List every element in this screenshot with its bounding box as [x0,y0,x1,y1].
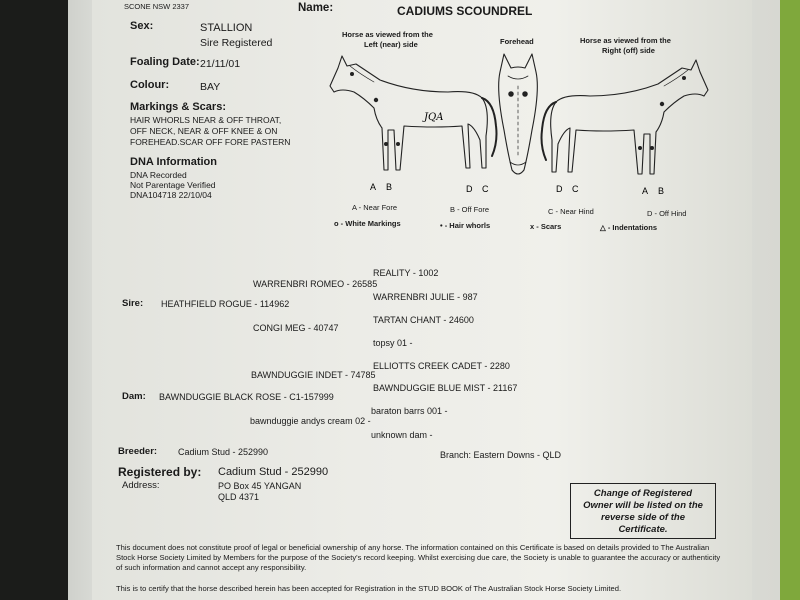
ownership-disclaimer: This document does not constitute proof of legal or beneficial ownership of any horse. The information contained on this Certificate is based on details provided to The Australian Stock Horse Society Limited by Members for the purpose of the Society's record keeping. Whilst exercising due care, the Society is unable to guarantee the accuracy or authenticity of such information and cannot accept any responsibility. [116,543,721,572]
key-off-fore: B - Off Fore [450,205,490,214]
name-label: Name: [298,2,334,14]
dna-line: DNA Recorded [130,170,187,180]
pedigree-sire-grandsire: REALITY - 1002 [373,268,439,278]
dna-label: DNA Information [130,156,217,168]
pedigree-sire-sire: WARRENBRI ROMEO - 26585 [253,279,378,289]
markings-line: FOREHEAD.SCAR OFF FORE PASTERN [130,137,291,147]
key-off-hind: D - Off Hind [647,209,687,218]
forehead-outline [499,54,538,174]
leg-label-d: D [556,184,563,194]
key-near-fore: A - Near Fore [352,203,398,212]
registered-by-value: Cadium Stud - 252990 [218,466,329,478]
registered-by-label: Registered by: [118,465,202,479]
pedigree-sire-dam-dam: topsy 01 - [373,338,413,348]
sire-label: Sire: [122,298,144,309]
markings-label: Markings & Scars: [130,101,226,113]
sex-value: STALLION [200,22,253,34]
address-label: Address: [122,480,160,491]
breeder-value: Cadium Stud - 252990 [178,447,269,457]
address-line: QLD 4371 [218,492,260,502]
markings-line: OFF NECK, NEAR & OFF KNEE & ON [130,126,278,136]
horse-markings-diagram [320,46,720,196]
near-side-tail [482,98,497,156]
dna-line: Not Parentage Verified [130,180,216,190]
breeder-label: Breeder: [118,446,158,457]
background-green-strip [778,0,800,600]
leg-label-b: B [658,186,665,196]
sex-label: Sex: [130,20,154,32]
change-of-owner-notice [570,483,716,539]
markings-line: HAIR WHORLS NEAR & OFF THROAT, [130,115,282,125]
pedigree-dam-sire: BAWNDUGGIE INDET - 74785 [251,370,376,380]
sire-name: HEATHFIELD ROGUE - 114962 [161,299,290,309]
left-view-caption: Horse as viewed from the [342,30,433,39]
owner-address-top: SCONE NSW 2337 [124,2,190,11]
leg-label-c: C [482,184,489,194]
left-view-caption: Left (near) side [364,40,418,49]
leg-label-c: C [572,184,579,194]
symbol-white-markings: o - White Markings [334,219,401,228]
pedigree-dam-granddam: BAWNDUGGIE BLUE MIST - 21167 [373,383,518,393]
registration-certificate [92,0,752,600]
address-line: PO Box 45 YANGAN [218,481,302,491]
horse-name: CADIUMS SCOUNDREL [397,4,533,18]
symbol-indentations: △ - Indentations [600,223,658,232]
dna-line: DNA104718 22/10/04 [130,190,212,200]
foaling-date-label: Foaling Date: [130,56,200,68]
notice-line: reverse side of the [601,512,685,523]
dam-name: BAWNDUGGIE BLACK ROSE - C1-157999 [159,392,334,402]
symbol-scars: x - Scars [530,222,562,231]
certification-statement: This is to certify that the horse described herein has been accepted for Registration in the STUD BOOK of The Australian Stock Horse Society Limited. [116,584,622,593]
notice-line: Owner will be listed on the [583,500,703,511]
dam-label: Dam: [122,391,146,402]
sire-registered: Sire Registered [200,37,273,49]
colour-value: BAY [200,81,221,93]
leg-label-a: A [642,186,649,196]
forehead-caption: Forehead [500,37,534,46]
foaling-date-value: 21/11/01 [200,58,241,70]
pedigree-dam-dam-dam: unknown dam - [371,430,433,440]
leg-label-b: B [386,182,393,192]
pedigree-sire-dam-sire: TARTAN CHANT - 24600 [373,315,474,325]
off-side-tail [542,102,557,160]
right-view-caption: Right (off) side [602,46,655,55]
pedigree-dam-dam-sire: baraton barrs 001 - [371,406,448,416]
leg-label-d: D [466,184,473,194]
leg-label-a: A [370,182,377,192]
notice-line: Certificate. [618,524,668,535]
brand-mark: JQA [424,112,444,123]
colour-label: Colour: [130,79,170,91]
pedigree-dam-dam: bawnduggie andys cream 02 - [250,416,371,426]
symbol-hair-whorls: • - Hair whorls [440,221,491,230]
branch: Branch: Eastern Downs - QLD [440,450,562,460]
pedigree-sire-dam: CONGI MEG - 40747 [253,323,339,333]
key-near-hind: C - Near Hind [548,207,594,216]
pedigree-sire-granddam: WARRENBRI JULIE - 987 [373,292,478,302]
notice-line: Change of Registered [593,488,693,499]
pedigree-dam-grandsire: ELLIOTTS CREEK CADET - 2280 [373,361,510,371]
right-view-caption: Horse as viewed from the [580,36,671,45]
